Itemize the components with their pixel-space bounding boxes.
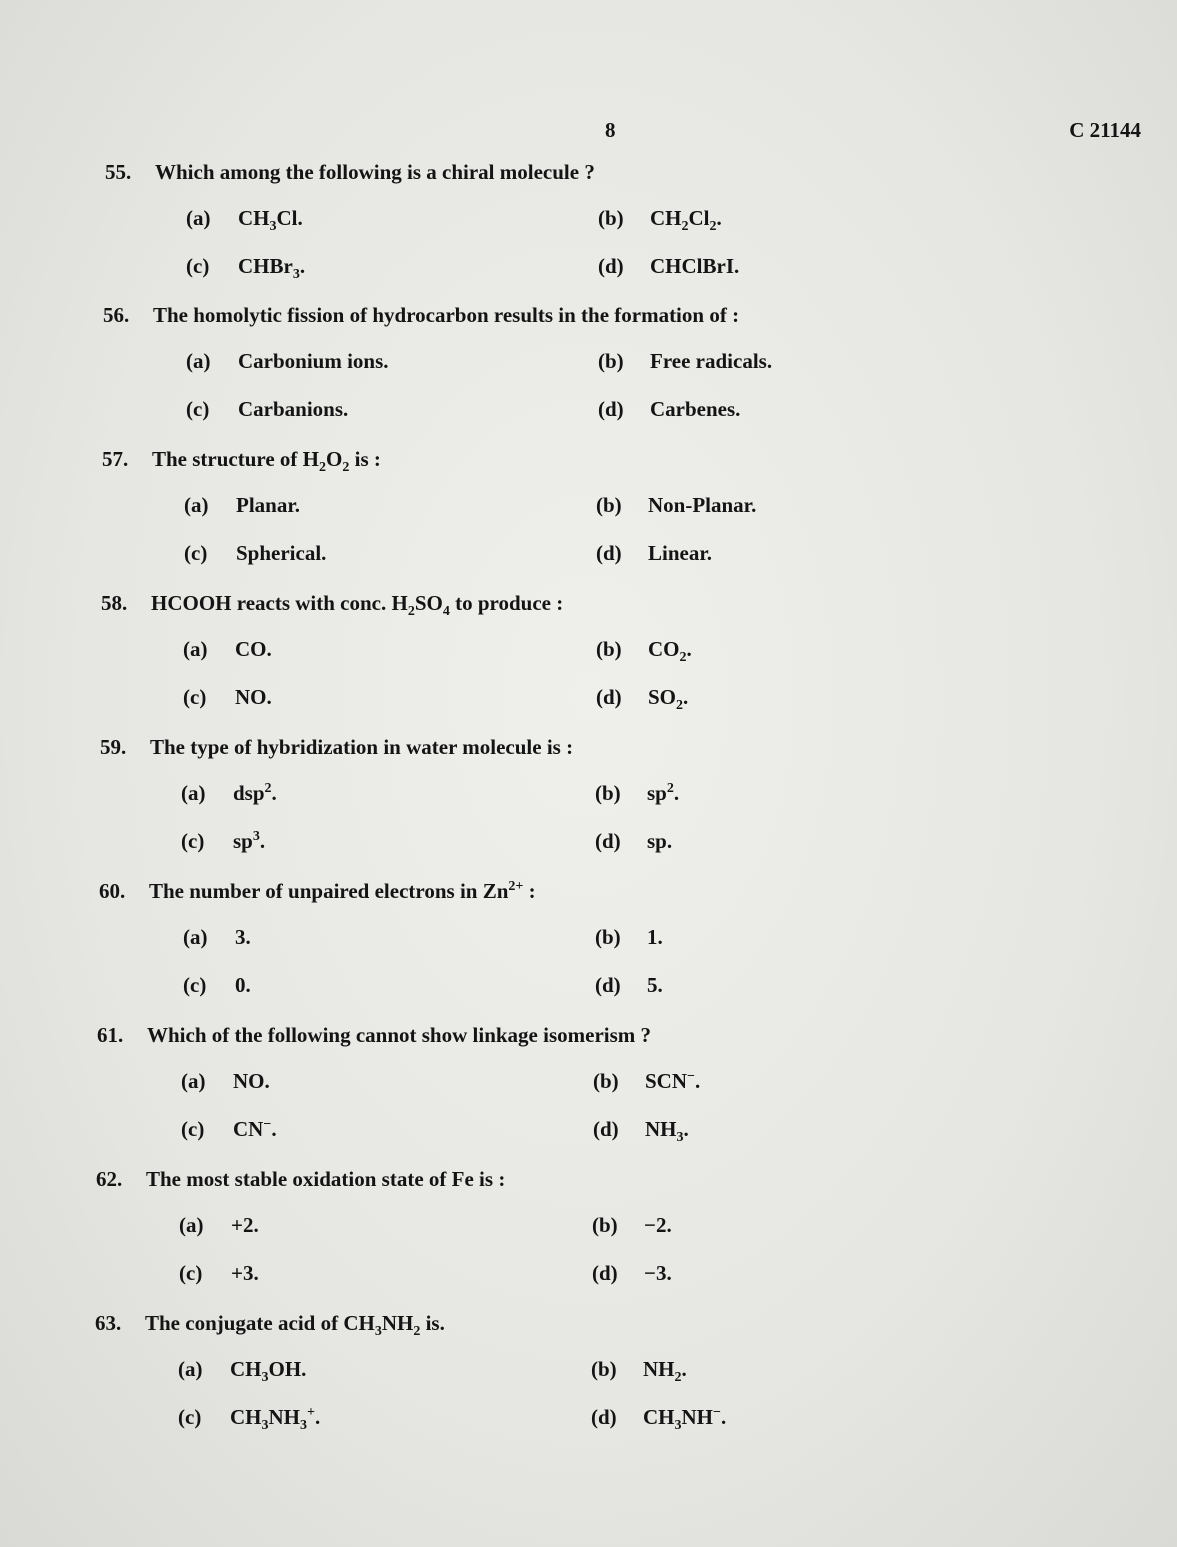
option-a <box>183 637 272 662</box>
subscript: 2 <box>679 650 687 666</box>
option-text: $sp^3$. <box>233 829 266 853</box>
question-text: The conjugate acid of $CH_3NH_2$ is. <box>145 1311 445 1340</box>
option-d <box>596 541 712 566</box>
option-label: (c) <box>178 1405 202 1429</box>
option-label: (b) <box>596 637 622 661</box>
option-text: CO. <box>235 637 272 661</box>
subscript: 2 <box>681 219 689 235</box>
option-label: (d) <box>593 1117 619 1141</box>
option-label: (d) <box>595 973 621 997</box>
option-label: (c) <box>181 1117 205 1141</box>
page-number: 8 <box>605 118 616 142</box>
subscript: 2 <box>674 1370 682 1386</box>
option-a <box>186 349 389 374</box>
subscript: 2 <box>407 604 415 620</box>
option-c <box>178 1405 321 1434</box>
option-text: −3. <box>644 1261 672 1285</box>
option-text: Linear. <box>648 541 712 565</box>
question-text: Which of the following cannot show linkage isomerism ? <box>147 1023 652 1047</box>
question-text: The number of unpaired electrons in $Zn^{2+}$ : <box>149 879 536 903</box>
option-label: (a) <box>183 925 208 949</box>
option-d <box>598 397 740 422</box>
subscript: 3 <box>292 267 300 283</box>
question-number: 63. <box>95 1311 122 1335</box>
option-label: (b) <box>595 781 621 805</box>
question-number: 60. <box>99 879 126 903</box>
superscript: 2 <box>666 781 674 796</box>
option-label: (b) <box>592 1213 618 1237</box>
option-d <box>592 1261 672 1286</box>
option-text: 0. <box>235 973 251 997</box>
subscript: 2 <box>676 698 684 714</box>
question-number: 57. <box>102 447 129 471</box>
option-b <box>593 1069 700 1094</box>
option-a <box>183 925 251 950</box>
option-b <box>595 925 663 950</box>
question-number: 56. <box>103 303 130 327</box>
option-label: (a) <box>183 637 208 661</box>
option-label: (c) <box>186 254 210 278</box>
option-label: (c) <box>186 397 210 421</box>
option-text: CN−. <box>233 1117 277 1141</box>
option-d <box>595 973 663 998</box>
option-b <box>596 637 692 666</box>
option-text: NO. <box>233 1069 270 1093</box>
exam-code: C 21144 <box>1069 118 1141 142</box>
option-label: (c) <box>181 829 205 853</box>
option-label: (b) <box>593 1069 619 1093</box>
option-label: (b) <box>598 206 624 230</box>
option-a <box>179 1213 259 1238</box>
option-text: +2. <box>231 1213 259 1237</box>
question-56 <box>0 303 1177 447</box>
option-label: (d) <box>598 254 624 278</box>
option-d <box>591 1405 727 1434</box>
question-number: 62. <box>96 1167 123 1191</box>
option-label: (c) <box>184 541 208 565</box>
superscript: − <box>263 1117 272 1132</box>
question-58 <box>0 591 1177 735</box>
option-label: (c) <box>183 685 207 709</box>
option-c <box>181 829 265 854</box>
option-text: $CH_3NH_3^+$. <box>230 1405 321 1434</box>
option-label: (d) <box>596 541 622 565</box>
question-62 <box>0 1167 1177 1311</box>
subscript: 3 <box>300 1418 307 1434</box>
option-label: (d) <box>595 829 621 853</box>
option-text: Non-Planar. <box>648 493 757 517</box>
superscript: 2 <box>264 781 272 796</box>
option-text: 1. <box>647 925 663 949</box>
option-a <box>181 781 277 806</box>
option-text: $NH_2$. <box>643 1357 687 1386</box>
superscript: − <box>713 1405 721 1420</box>
option-text: $CH_3OH$. <box>230 1357 307 1386</box>
option-c <box>179 1261 259 1286</box>
option-label: (a) <box>179 1213 204 1237</box>
option-b <box>595 781 679 806</box>
option-label: (a) <box>184 493 209 517</box>
option-b <box>592 1213 672 1238</box>
option-c <box>183 685 272 710</box>
option-label: (a) <box>186 349 211 373</box>
option-text: $CH_2Cl_2$. <box>650 206 722 235</box>
option-label: (d) <box>598 397 624 421</box>
question-57 <box>0 447 1177 591</box>
subscript: 3 <box>269 219 277 235</box>
option-label: (c) <box>183 973 207 997</box>
question-number: 58. <box>101 591 128 615</box>
option-d <box>596 685 689 714</box>
option-b <box>596 493 756 518</box>
page-header <box>0 118 1177 148</box>
option-text: sp. <box>647 829 673 853</box>
superscript: 3 <box>252 829 260 844</box>
question-number: 55. <box>105 160 132 184</box>
option-label: (b) <box>596 493 622 517</box>
option-text: SCN−. <box>645 1069 701 1093</box>
question-number: 61. <box>97 1023 124 1047</box>
question-text: Which among the following is a chiral molecule ? <box>155 160 595 184</box>
option-text: Planar. <box>236 493 300 517</box>
option-label: (b) <box>591 1357 617 1381</box>
option-c <box>181 1117 277 1142</box>
option-c <box>186 254 306 283</box>
subscript: 2 <box>342 460 350 476</box>
superscript: − <box>687 1069 695 1084</box>
question-59 <box>0 735 1177 879</box>
option-c <box>186 397 348 422</box>
option-text: CHBr$_3$. <box>238 254 306 283</box>
option-text: +3. <box>231 1261 259 1285</box>
option-a <box>181 1069 270 1094</box>
subscript: 3 <box>676 1130 684 1146</box>
superscript: 2+ <box>508 879 524 894</box>
option-text: $CH_3Cl$. <box>238 206 303 235</box>
question-63 <box>0 1311 1177 1455</box>
subscript: 2 <box>709 219 717 235</box>
question-text: The type of hybridization in water molecule is : <box>150 735 574 759</box>
option-text: $SO_2$. <box>648 685 689 714</box>
option-d <box>595 829 672 854</box>
option-a <box>186 206 303 235</box>
option-text: −2. <box>644 1213 672 1237</box>
option-text: dsp$^2$. <box>233 781 277 805</box>
option-text: CHClBrI. <box>650 254 740 278</box>
option-text: Free radicals. <box>650 349 773 373</box>
option-label: (d) <box>596 685 622 709</box>
question-55 <box>0 160 1177 304</box>
subscript: 3 <box>261 1418 269 1434</box>
option-text: $CO_2$. <box>648 637 692 666</box>
option-text: $NH_3$. <box>645 1117 689 1146</box>
option-label: (a) <box>178 1357 203 1381</box>
question-number: 59. <box>100 735 127 759</box>
option-label: (b) <box>598 349 624 373</box>
option-text: $sp^2$. <box>647 781 680 805</box>
subscript: 4 <box>442 604 450 620</box>
question-text: The most stable oxidation state of Fe is : <box>146 1167 506 1191</box>
option-text: 3. <box>235 925 251 949</box>
superscript: + <box>307 1405 315 1420</box>
option-b <box>598 206 722 235</box>
option-text: NO. <box>235 685 272 709</box>
option-b <box>598 349 772 374</box>
option-d <box>598 254 739 279</box>
option-c <box>183 973 251 998</box>
option-text: Spherical. <box>236 541 327 565</box>
question-text: The structure of $H_2O_2$ is : <box>152 447 381 476</box>
option-a <box>184 493 300 518</box>
option-label: (d) <box>591 1405 617 1429</box>
question-text: The homolytic fission of hydrocarbon results in the formation of : <box>153 303 740 327</box>
option-a <box>178 1357 307 1386</box>
option-label: (d) <box>592 1261 618 1285</box>
subscript: 2 <box>413 1324 421 1340</box>
option-text: 5. <box>647 973 663 997</box>
option-label: (a) <box>181 781 206 805</box>
option-text: Carbenes. <box>650 397 741 421</box>
option-d <box>593 1117 689 1146</box>
question-text: HCOOH reacts with conc. $H_2SO_4$ to produce : <box>151 591 564 620</box>
subscript: 3 <box>374 1324 382 1340</box>
option-label: (c) <box>179 1261 203 1285</box>
question-61 <box>0 1023 1177 1167</box>
option-label: (a) <box>186 206 211 230</box>
question-60 <box>0 879 1177 1023</box>
subscript: 3 <box>261 1370 269 1386</box>
option-label: (b) <box>595 925 621 949</box>
option-label: (a) <box>181 1069 206 1093</box>
option-text: Carbonium ions. <box>238 349 389 373</box>
option-c <box>184 541 326 566</box>
option-b <box>591 1357 687 1386</box>
option-text: $CH_3NH^-$. <box>643 1405 727 1434</box>
subscript: 3 <box>674 1418 682 1434</box>
subscript: 2 <box>319 460 327 476</box>
option-text: Carbanions. <box>238 397 349 421</box>
